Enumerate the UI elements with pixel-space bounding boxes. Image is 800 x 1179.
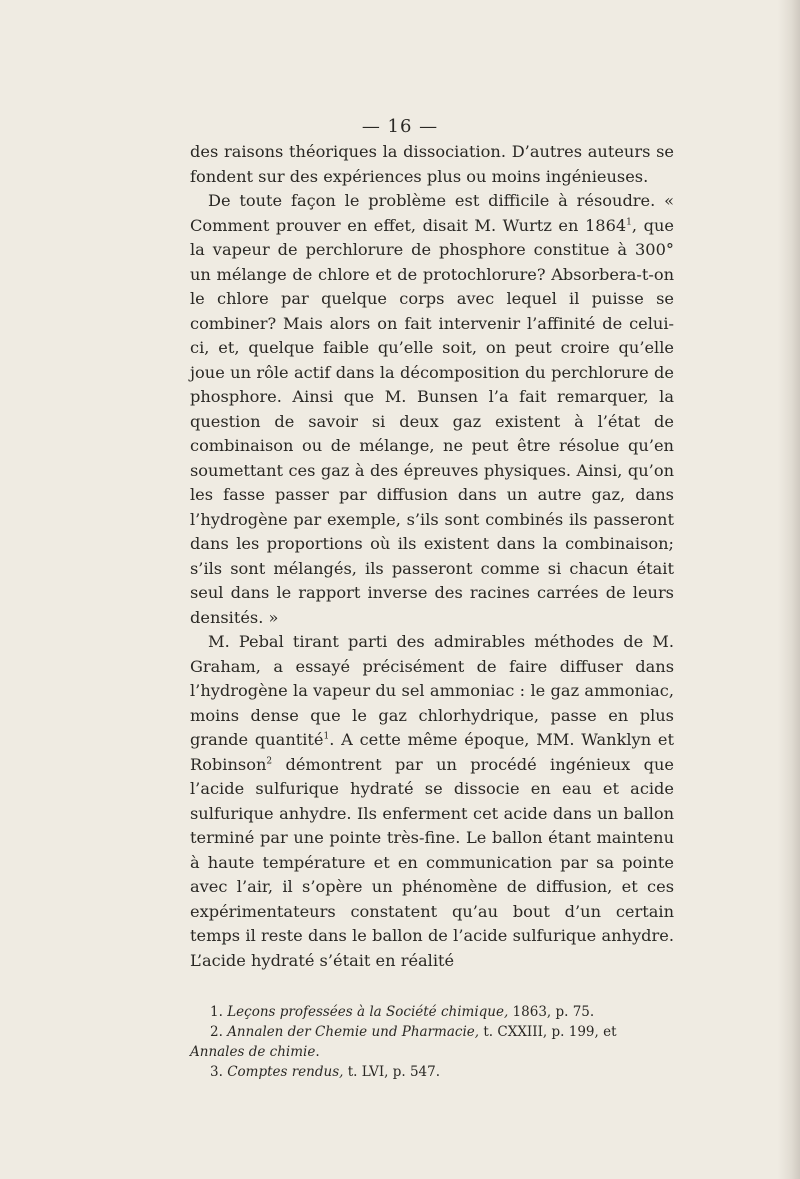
footnote-2	[190, 1022, 674, 1062]
paragraph-1: des raisons théoriques la dissociation. D’autres auteurs se fondent sur des expériences plus ou moins ingénieuses.	[190, 142, 674, 186]
page-number: — 16 —	[361, 116, 439, 137]
paragraph-3-part-a: M. Pebal tirant parti des admirables méthodes de M. Graham, a essayé précisément de faire diffuser dans l’hydrogène la vapeur du sel ammoniac : le gaz ammoniac, moins dense que le gaz chlorhydrique, passe en plus grande quantité	[190, 632, 674, 749]
paragraph-2-part-b: , que la vapeur de perchlorure de phosphore constitue à 300° un mélange de chlore et de protochlorure? Absorbera-t-on le chlore par quelque corps avec lequel il puisse se combiner? Mais alors on fait intervenir l’affinité de celui-ci, et, quelque faible qu’elle soit, on peut croire qu’elle joue un rôle actif dans la décomposition du perchlorure de phosphore. Ainsi que M. Bunsen l’a fait remarquer, la question de savoir si deux gaz existent à l’état de combinaison ou de mélange, ne peut être résolue qu’en soumettant ces gaz à des épreuves physiques. Ainsi, qu’on les fasse passer par diffusion dans un autre gaz, dans l’hydrogène par exemple, s’ils sont combinés ils passeront dans les proportions où ils existent dans la combinaison; s’ils sont mélangés, ils passeront comme si chacun était seul dans le rapport inverse des racines carrées de leurs densités. »	[190, 215, 674, 627]
footnote-number: 1.	[210, 1004, 223, 1020]
footnote-number: 3.	[210, 1064, 223, 1080]
footnote-title-2: Annales de chimie	[190, 1044, 316, 1060]
footnotes	[190, 1002, 674, 1082]
footnote-ref: 1	[323, 731, 330, 742]
footnote-detail-2: .	[315, 1044, 320, 1060]
footnote-title: Leçons professées à la Société chimique,	[227, 1004, 509, 1020]
paragraph-3	[190, 630, 674, 973]
paragraph-3-part-c: démontrent par un procédé ingénieux que l’acide sulfurique hydraté se dissocie en eau et acide sulfurique anhydre. Ils enferment cet acide dans un ballon terminé par une pointe très-fine. Le ballon étant maintenu à haute température et en communication par sa pointe avec l’air, il s’opère un phénomène de diffusion, et ces expérimentateurs constatent qu’au bout d’un certain temps il reste dans le ballon de l’acide sulfurique anhydre. L’acide hydraté s’était en réalité	[190, 754, 674, 970]
footnote-detail: 1863, p. 75.	[508, 1004, 595, 1020]
body-text	[190, 140, 674, 973]
footnote-detail: t. LVI, p. 547.	[343, 1064, 441, 1080]
page-edge-shadow	[778, 0, 800, 1179]
footnote-title: Annalen der Chemie und Pharmacie,	[227, 1024, 480, 1040]
paragraph-3-part-b: . A cette même époque, MM. Wanklyn et Robinson	[190, 730, 674, 774]
paragraph-2-part-a: De toute façon le problème est difficile à résoudre. « Comment prouver en effet, disait M. Wurtz en 1864	[190, 191, 674, 235]
paragraph-2	[190, 189, 674, 630]
footnote-3	[190, 1062, 674, 1082]
footnote-detail: t. CXXIII, p. 199, et	[479, 1024, 617, 1040]
footnote-title: Comptes rendus,	[227, 1064, 344, 1080]
footnote-ref: 1	[626, 217, 632, 228]
footnote-ref: 2	[266, 756, 273, 767]
footnote-number: 2.	[210, 1024, 223, 1040]
footnote-1	[190, 1002, 674, 1022]
